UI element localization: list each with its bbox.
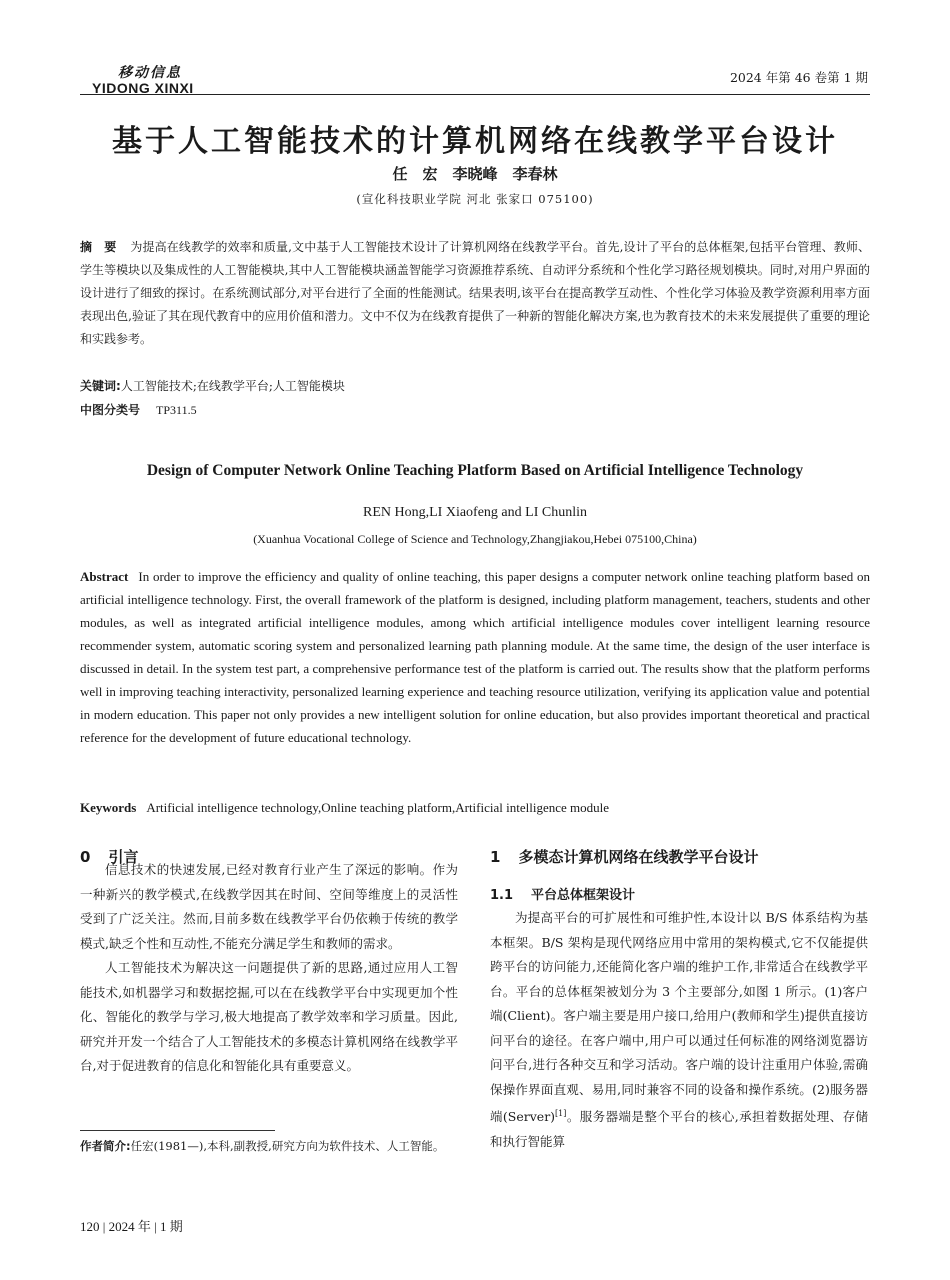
issue-info: 2024 年第 46 卷第 1 期: [729, 70, 868, 85]
footnote-divider: [80, 1130, 275, 1131]
keywords-cn-label: 关键词:: [80, 379, 121, 393]
classification-label: 中图分类号: [80, 403, 141, 417]
author-footnote: [80, 1138, 444, 1154]
authors-en: REN Hong,LI Xiaofeng and LI Chunlin: [363, 505, 587, 520]
paragraph-text-part-2: 。服务器端是整个平台的核心,承担着数据处理、存储和执行智能算: [490, 1109, 868, 1149]
section-0-number: 0: [80, 848, 91, 866]
paragraph-text-part-1: 为提高平台的可扩展性和可维护性,本设计以 B/S 体系结构为基本框架。B/S 架构是现代网络应用中常用的架构模式,它不仅能提供跨平台的访问能力,还能简化客户端的维护工作,非常适合在线教学平台。平台的总体框架被划分为 3 个主要部分,如图 1 所示。(1)客户端(Client)。客户端主要是用户接口,给用户(教师和学生)提供直接访问平台的途径。在客户端中,用户可以通过任何标准的网络浏览器访问平台,进行各种交互和学习活动。客户端的设计注重用户体验,需确保操作界面直观、易用,同时兼容不同的设备和操作系统。(2)服务器端(Server): [490, 910, 868, 1125]
footnote-text: 任宏(1981—),本科,副教授,研究方向为软件技术、人工智能。: [130, 1139, 445, 1153]
keywords-cn-text: 人工智能技术;在线教学平台;人工智能模块: [120, 379, 345, 393]
paper-title-en: Design of Computer Network Online Teaching Platform Based on Artificial Intelligence Technology: [146, 462, 804, 479]
section-1-heading: [490, 846, 758, 867]
affiliation-en: (Xuanhua Vocational College of Science and Technology,Zhangjiakou,Hebei 075100,China): [253, 532, 697, 546]
journal-name-cn: 移动信息: [118, 65, 182, 81]
subsection-1-1-heading: [490, 884, 635, 903]
abstract-cn-label: 摘 要: [80, 240, 117, 254]
section-1-title: 多模态计算机网络在线教学平台设计: [518, 848, 759, 866]
abstract-cn: [80, 236, 870, 351]
subsection-1-1-title: 平台总体框架设计: [531, 888, 636, 903]
section-0-paragraph-1: 信息技术的快速发展,已经对教育行业产生了深远的影响。作为一种新兴的教学模式,在线教学因其在时间、空间等维度上的灵活性受到了广泛关注。然而,目前多数在线教学平台仍依赖于传统的教学模式,缺乏个性和互动性,不能充分满足学生和教师的需求。: [80, 862, 458, 951]
subsection-1-1-paragraph: [490, 906, 868, 1154]
keywords-cn: [80, 375, 870, 398]
section-0-title: 引言: [108, 848, 139, 866]
abstract-en-label: Abstract: [80, 569, 129, 584]
page-footer: 120 | 2024 年 | 1 期: [80, 1219, 183, 1234]
classification-value: TP311.5: [156, 403, 197, 417]
paper-title-cn: 基于人工智能技术的计算机网络在线教学平台设计: [112, 124, 838, 159]
affiliation-cn: (宣化科技职业学院 河北 张家口 075100): [356, 192, 594, 206]
classification: [80, 399, 870, 422]
keywords-en: [80, 796, 870, 819]
keywords-en-text: Artificial intelligence technology,Online teaching platform,Artificial intelligence module: [146, 800, 610, 815]
section-0-paragraph-2: 人工智能技术为解决这一问题提供了新的思路,通过应用人工智能技术,如机器学习和数据挖掘,可以在在线教学平台中实现更加个性化、智能化的教学与学习,极大地提高了教学效率和学习质量。因此,研究并开发一个结合了人工智能技术的多模态计算机网络在线教学平台,对于促进教育的信息化和智能化具有重要意义。: [80, 960, 458, 1073]
abstract-en-text: In order to improve the efficiency and quality of online teaching, this paper designs a computer network online teaching platform based on artificial intelligence technology. First, the overall framework of the platform is designed, including platform management, teachers, students and other modules, as well as integrated artificial intelligence modules, among which artificial intelligence modules cover intelligent learning resource recommender system, automatic scoring system and personalized learning path planning module. At the same time, the design of the user interface is discussed in detail. In the system test part, a comprehensive performance test of the platform is carried out. The results show that the platform performs well in improving teaching interactivity, personalized learning experience and teaching resource utilization, verifying its application value and potential in modern education. This paper not only provides a new intelligent solution for online education, but also provides important theoretical and practical reference for the development of future educational technology.: [80, 569, 870, 745]
abstract-en: [80, 565, 870, 749]
subsection-1-1-body: [490, 906, 868, 1154]
header-divider: [80, 94, 870, 95]
section-0-paragraphs: [80, 858, 458, 1079]
abstract-cn-text: 为提高在线教学的效率和质量,文中基于人工智能技术设计了计算机网络在线教学平台。首先,设计了平台的总体框架,包括平台管理、教师、学生等模块以及集成性的人工智能模块,其中人工智能模块涵盖智能学习资源推荐系统、自动评分系统和个性化学习路径规划模块。同时,对用户界面的设计进行了细致的探讨。在系统测试部分,对平台进行了全面的性能测试。结果表明,该平台在提高教学互动性、个性化学习体验及教学资源利用率方面表现出色,验证了其在现代教育中的应用价值和潜力。文中不仅为在线教育提供了一种新的智能化解决方案,也为教育技术的未来发展提供了重要的理论和实践参考。: [80, 240, 870, 346]
subsection-1-1-number: 1.1: [490, 888, 514, 903]
footnote-label: 作者简介:: [80, 1139, 131, 1153]
keywords-en-label: Keywords: [80, 800, 137, 815]
journal-name-en: YIDONG XINXI: [92, 80, 194, 96]
authors-cn: 任 宏 李晓峰 李春林: [392, 165, 558, 183]
citation-ref-1[interactable]: [1]: [555, 1109, 567, 1118]
section-1-number: 1: [490, 848, 501, 866]
